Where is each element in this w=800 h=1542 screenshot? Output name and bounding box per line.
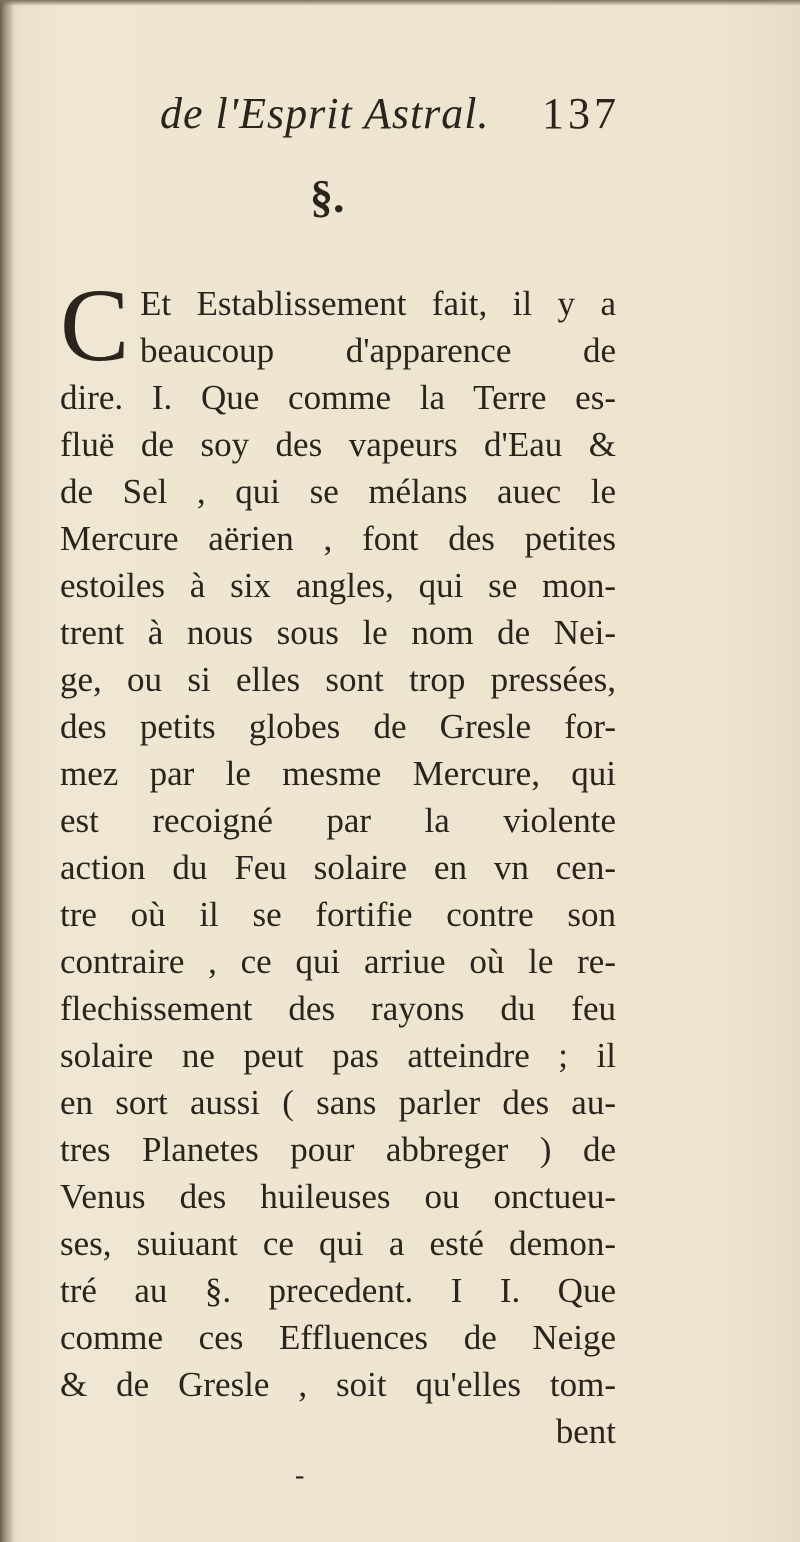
text-line: mez par le mesme Mercure, qui bbox=[60, 754, 616, 793]
drop-cap: C bbox=[60, 268, 130, 383]
text-line: ge, ou si elles sont trop pressées, bbox=[60, 660, 616, 699]
page-number: 137 bbox=[542, 89, 620, 138]
text-line: est recoigné par la violente bbox=[60, 801, 616, 840]
catchword: bent bbox=[555, 1412, 616, 1451]
text-line: solaire ne peut pas atteindre ; il bbox=[60, 1036, 616, 1075]
page-header bbox=[160, 88, 620, 148]
margin-mark: - bbox=[295, 1460, 305, 1491]
text-line: comme ces Effluences de Neige bbox=[60, 1318, 616, 1357]
text-line: & de Gresle , soit qu'elles tom- bbox=[60, 1365, 616, 1404]
text-line: des petits globes de Gresle for- bbox=[60, 707, 616, 746]
text-line: ses, suiuant ce qui a esté demon- bbox=[60, 1224, 616, 1263]
text-line: beaucoup d'apparence de bbox=[140, 331, 616, 370]
text-line: tres Planetes pour abbreger ) de bbox=[60, 1130, 616, 1169]
section-mark: §. bbox=[310, 171, 345, 222]
body-text bbox=[60, 268, 616, 1455]
text-line: contraire , ce qui arriue où le re- bbox=[60, 942, 616, 981]
page-spine-shadow bbox=[0, 0, 14, 1542]
text-line: Venus des huileuses ou onctueu- bbox=[60, 1177, 616, 1216]
running-title: de l'Esprit Astral. bbox=[160, 89, 490, 138]
text-line: de Sel , qui se mélans auec le bbox=[60, 472, 616, 511]
text-line: fluë de soy des vapeurs d'Eau & bbox=[60, 425, 616, 464]
text-line: estoiles à six angles, qui se mon- bbox=[60, 566, 616, 605]
text-line: trent à nous sous le nom de Nei- bbox=[60, 613, 616, 652]
text-line: dire. I. Que comme la Terre es- bbox=[60, 378, 616, 417]
text-line: en sort aussi ( sans parler des au- bbox=[60, 1083, 616, 1122]
text-line: tré au §. precedent. I I. Que bbox=[60, 1271, 616, 1310]
text-line: flechissement des rayons du feu bbox=[60, 989, 616, 1028]
page-top-edge bbox=[0, 0, 800, 6]
text-line: action du Feu solaire en vn cen- bbox=[60, 848, 616, 887]
text-line: tre où il se fortifie contre son bbox=[60, 895, 616, 934]
text-line: Et Establissement fait, il y a bbox=[140, 284, 616, 323]
text-line: Mercure aërien , font des petites bbox=[60, 519, 616, 558]
